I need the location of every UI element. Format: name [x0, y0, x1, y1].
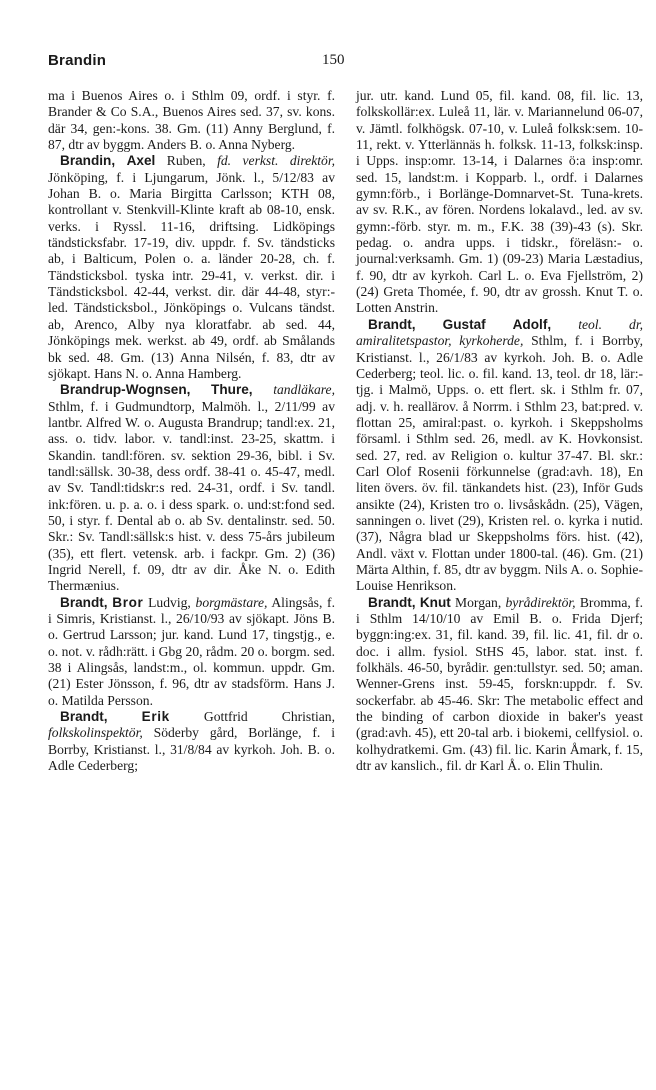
entry-continuation	[48, 88, 335, 153]
entry-occupation: fd. verkst. direktör,	[217, 153, 336, 169]
entry-given-name: Thure,	[211, 382, 253, 398]
entry-occupation: folkskolinspektör,	[48, 725, 143, 741]
entry-occupation: teol. dr, amiralitetspastor, kyrkoherde,	[356, 316, 643, 349]
entry-body: Jönköping, f. i Ljungarum, Jönk. l., 5/12/83 av Johan B. o. Maria Birgitta Carlsson; KTH 08, kontrollant v. Stenkvill-Klinte kraft ab 08-10, ensk. verks. i Ryssl. 11-16, driftsing. Lidköpings tändsticksfabr. 17-19, div. uppdr. f. Sv. tändsticks ab, i Balticum, Polen o. a. länder 20-28, ch. f. Tändsticksbol. tyska intr. 29-41, v. verkst. dir. i Tändsticksbol. 42-44, verkst. dir. där 44-48, styr:-led. Tändsticksbol., Jönköpings o. Vulcans tändst. ab, Arenco, Alby nya kloratfabr. ab sed. 44, Jönköpings mek. werkst. ab 49, ordf. ab Smålands bk sed. 48. Gm. (13) Anna Nilsén, f. 83, dtr av sjökapt. Hans N. o. Anna Hamberg.	[48, 169, 335, 381]
entry-given-rest: Morgan,	[455, 594, 502, 610]
entry-surname: Brandt,	[368, 316, 416, 332]
entry-brandt-gustaf-adolf	[356, 317, 643, 595]
entry-body: jur. utr. kand. Lund 05, fil. kand. 08, fil. lic. 13, folkskollär:ex. Luleå 11, lär. v. Mariannelund 06-07, v. Jämtl. folkhögsk. 07-10, v. Luleå folksk:sem. 10-11, rekt. v. Ytterlännäs h. folksk. 11-13, folksk:insp. i Upps. insp:omr. 13-14, i Dalarnes ö:a insp:omr. sed. 15, landst:m. i Kopparb. l., ordf. i Dalarnes gymn:förb., i Borlänge-Domnarvet-St. Tuna-krets. av sv. R.K., av fören. Nordens lokalavd., led. av sv. gymn:-förb. styr. m. m., F.K. 38 (39)-43 (s). Skr. pedag. o. andra upps. i tidskr., föreläsn:- o. journal:verksamh. Gm. 1) (09-23) Maria Læstadius, f. 90, dtr av kyrkoh. Carl L. o. Eva Fjellström, 2) (24) Greta Thomée, f. 90, dtr av grossh. Knut T. o. Lotten Anstrin.	[356, 88, 643, 316]
entry-given-rest: Gottfrid Christian,	[203, 709, 335, 725]
entry-given-rest: Ludvig,	[148, 594, 191, 610]
entry-continuation	[356, 88, 643, 317]
page-number: 150	[322, 52, 345, 68]
entry-given-name: Bror	[112, 594, 144, 610]
entry-given-name: Axel	[126, 153, 156, 169]
entry-body: Bromma, f. i Sthlm 14/10/10 av Emil B. o. Frida Djerf; byggn:ing:ex. 31, fil. kand. 39, fil. lic. 41, fil. dr o. doc. i allm. fysiol. StHS 45, labor. stat. inst. f. folkhäls. 46-50, byrådir. gen:tullstyr. sed. 50; aman. Wenner-Grens inst. 59-45, forskn:uppdr. f. Sv. sockerfabr. ab 45-46. Skr: The metabolic effect and the binding of carbon dioxide in baker's yeast (grad:avh. 45), ett 20-tal arb. i biokemi, cellfysiol. o. kolhydratkemi. Gm. (43) fil. lic. Karin Åmark, f. 15, dtr av kanslich., fil. dr Karl Å. o. Elin Thulin.	[356, 594, 643, 774]
running-head: Brandin	[48, 52, 107, 69]
entry-occupation: tandläkare,	[273, 382, 335, 398]
entry-surname: Brandt,	[368, 594, 416, 610]
entry-brandt-bror	[48, 595, 335, 709]
entry-given-rest: Ruben,	[166, 153, 206, 169]
entry-body: Sthlm, f. i Borrby, Kristianst. l., 26/1/83 av kyrkoh. Joh. B. o. Adle Cederberg; teol. lic. o. fil. kand. 13, teol. dr 18, lär:-tjg. i Malmö, Upps. o. ett flert. sk. i Sthlm fr. 07, adj. v. h. reallärov. å Norrm. i Sthlm 23, bat:pred. v. flottan 25, amiral:past. o. kyrkoh. i Skeppsholms församl. i Sthlm sed. 26, medl. av K. Hovkonsist. sed. 27, red. av Religion o. kultur 37-47. Bl. skr.: Carl Olof Rosenii förkunnelse (grad:avh. 18), En liten övers. öv. fil. tänkandets hist. (23), Inför Guds ansikte (24), Kristen tro o. livsåskådn. (25), Vägen, sanningen o. livet (29), Kristen rel. o. kyrka i nutid. (37), Några blad ur Skeppsholms förs. hist. (42), Andl. växt v. Flottan under 1800-tal. (46). Gm. (21) Märta Althin, f. 85, dtr av byggm. Nils A. o. Sophie-Louise Henrikson.	[356, 333, 643, 594]
entry-brandt-knut	[356, 595, 643, 775]
entry-given-name: Gustaf Adolf,	[442, 316, 552, 332]
entry-body: Söderby gård, Borlänge, f. i Borrby, Kristianst. l., 31/8/84 av kyrkoh. Joh. B. o. Adle Cederberg;	[48, 725, 335, 774]
entry-brandin-axel	[48, 153, 335, 382]
entry-surname: Brandt,	[60, 709, 108, 725]
right-column	[356, 88, 643, 774]
entry-surname: Brandrup-Wognsen,	[60, 382, 191, 398]
entry-body: Alingsås, f. i Simris, Kristianst. l., 26/10/93 av sjökapt. Jöns B. o. Gertrud Larsson; jur. kand. Lund 17, tingstjg., e. o. not. v. rådh:rätt. i Gbg 20, rådm. 20 o. borgm. sed. 38 i Alingsås, landst:m., ol. kommun. uppdr. Gm. (21) Ester Jönsson, f. 96, dtr av stadsförm. Hans J. o. Matilda Persson.	[48, 594, 335, 708]
entry-surname: Brandin,	[60, 153, 116, 169]
entry-given-name: Erik	[141, 709, 170, 725]
entry-brandt-erik	[48, 709, 335, 774]
entry-given-name: Knut	[419, 594, 451, 610]
entry-brandrup-wognsen-thure	[48, 382, 335, 594]
entry-occupation: borgmästare,	[195, 594, 268, 610]
entry-surname: Brandt,	[60, 594, 108, 610]
entry-body: ma i Buenos Aires o. i Sthlm 09, ordf. i styr. f. Brander & Co S.A., Buenos Aires sed. 37, sv. kons. där 34, gen:-kons. 38. Gm. (11) Anny Berglund, f. 87, dtr av byggm. Anders B. o. Anna Nyberg.	[48, 88, 335, 153]
entry-occupation: byrådirektör,	[505, 594, 576, 610]
entry-body: Sthlm, f. i Gudmundtorp, Malmöh. l., 2/11/99 av lantbr. Alfred W. o. Augusta Brandrup; tandl:ex. 21, ass. o. tidv. labor. v. tandl:inst. 23-25, skattm. i Skandin. tandl:fören. sv. sektion 29-36, bibl. i Sv. tandl:sällsk. 30-38, dess ordf. 38-41 o. 45-47, medl. av Sv. Tandl:tidskr:s red. 24-31, ordf. i Sv. tandl. ink:fören. u. p. a. o. i dess spark. o. und:st:fond sed. 50, i styr. f. Dental ab o. ab Sv. dentalinstr. sed. 50. Skr.: Sv. Tandl:sällsk:s hist. v. dess 75-års jubileum (35), ett flert. vetensk. arb. i fackpr. Gm. 2) (36) Ingrid Nerell, f. 09, dtr av dir. Åke N. o. Edith Thermænius.	[48, 398, 335, 594]
left-column	[48, 88, 335, 774]
